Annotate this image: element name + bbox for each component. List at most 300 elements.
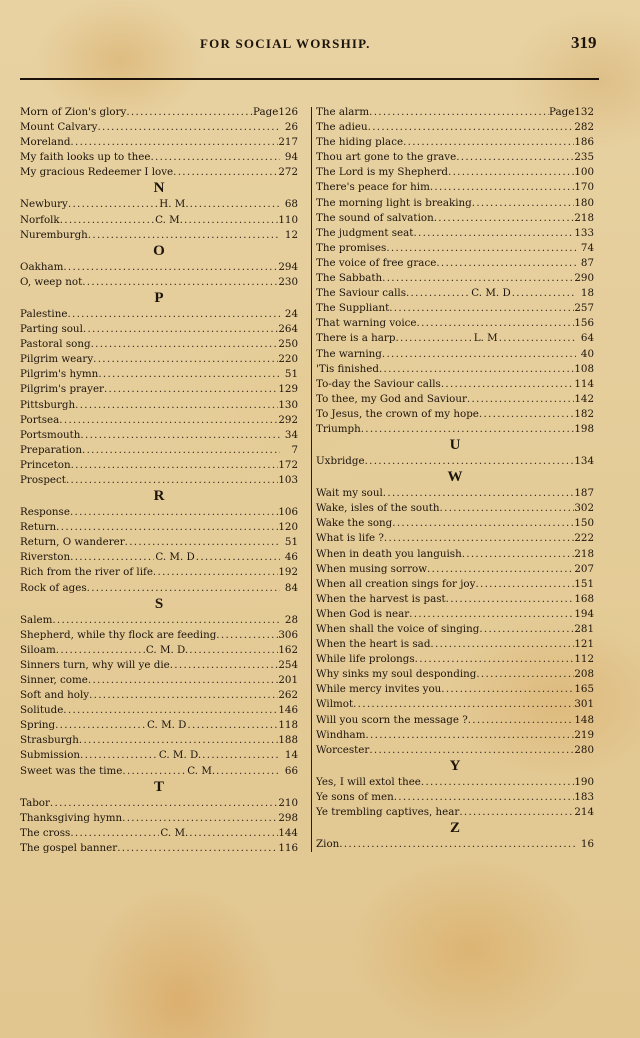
entry-page-number: 214 (574, 806, 594, 819)
dot-leader (436, 256, 576, 271)
entry-title: Zion (316, 838, 340, 851)
dot-leader (117, 841, 278, 856)
index-entry (316, 805, 594, 820)
index-column-right (316, 105, 594, 852)
dot-leader (189, 826, 278, 841)
entry-page-number: 257 (574, 302, 594, 315)
index-entry (316, 196, 594, 211)
index-entry (20, 443, 298, 458)
entry-page-number: 218 (574, 547, 594, 560)
letter-heading: N (153, 180, 165, 197)
entry-title: The judgment seat (316, 226, 414, 239)
entry-page-number: 28 (284, 613, 298, 626)
dot-leader (368, 120, 575, 135)
entry-title: Wake the song (316, 517, 393, 530)
dot-leader (479, 407, 574, 422)
dot-leader (98, 367, 280, 382)
entry-title: Strasburgh (20, 734, 79, 747)
entry-page-number: 110 (278, 213, 298, 226)
index-entry (316, 120, 594, 135)
entry-title: When musing sorrow (316, 562, 428, 575)
entry-title: When the harvest is past (316, 592, 446, 605)
entry-page-number: 103 (278, 473, 298, 486)
entry-title: Moreland (20, 136, 71, 149)
dot-leader (468, 713, 575, 728)
index-entry (316, 486, 594, 501)
entry-page-number: 186 (574, 136, 594, 149)
entry-title: Uxbridge (316, 455, 365, 468)
entry-page-number: 121 (574, 638, 594, 651)
index-entry (316, 790, 594, 805)
entry-page-number: 51 (284, 536, 298, 549)
dot-leader (52, 613, 280, 628)
entry-page-number: 235 (574, 151, 594, 164)
entry-page-number: 24 (284, 307, 298, 320)
dot-leader (189, 643, 278, 658)
entry-page-number: 66 (284, 764, 298, 777)
entry-page-number: 120 (278, 521, 298, 534)
entry-meter: C. M. (187, 764, 216, 777)
index-entry (20, 628, 298, 643)
entry-meter: C. M. (160, 826, 189, 839)
dot-leader (365, 728, 574, 743)
index-entry (20, 105, 298, 120)
index-entry (316, 150, 594, 165)
entry-page-number: 208 (574, 668, 594, 681)
index-entry (316, 682, 594, 697)
index-column-left (20, 105, 298, 856)
entry-page-number: 142 (574, 392, 594, 405)
index-entry (316, 547, 594, 562)
entry-title: Return, O wanderer (20, 536, 125, 549)
entry-page-number: 180 (574, 196, 594, 209)
entry-title: Mount Calvary (20, 121, 98, 134)
entry-page-number: 298 (278, 811, 298, 824)
page-number: 319 (571, 33, 597, 52)
entry-title: Sinners turn, why will ye die (20, 658, 170, 671)
dot-leader (382, 347, 576, 362)
index-entry (316, 531, 594, 546)
index-entry (316, 407, 594, 422)
dot-leader (395, 331, 472, 346)
dot-leader (87, 581, 280, 596)
index-entry (20, 565, 298, 580)
dot-leader (93, 352, 278, 367)
entry-page-number: 34 (284, 428, 298, 441)
entry-title: Oakham (20, 260, 64, 273)
dot-leader (430, 180, 574, 195)
index-entry (316, 775, 594, 790)
entry-title: My faith looks up to thee (20, 151, 151, 164)
entry-page-number: 12 (284, 228, 298, 241)
dot-leader (122, 811, 278, 826)
entry-page-number: 46 (284, 551, 298, 564)
entry-page-number: 84 (284, 581, 298, 594)
entry-page-number: 129 (278, 383, 298, 396)
entry-title: Princeton (20, 458, 71, 471)
dot-leader (150, 150, 280, 165)
dot-leader (153, 565, 278, 580)
index-entry (20, 458, 298, 473)
index-entry (316, 392, 594, 407)
entry-page-number: 230 (278, 275, 298, 288)
entry-page-number: 262 (278, 689, 298, 702)
entry-title: The Suppliant (316, 302, 390, 315)
dot-leader (369, 105, 549, 120)
column-divider (311, 107, 312, 852)
dot-leader (67, 307, 280, 322)
entry-title: Solitude (20, 704, 64, 717)
entry-title: 'Tis finished (316, 362, 379, 375)
entry-page-number: 146 (278, 704, 298, 717)
entry-page-number: 220 (278, 353, 298, 366)
entry-title: Ye trembling captives, hear (316, 806, 460, 819)
dot-leader (440, 501, 575, 516)
entry-page-number: 192 (278, 566, 298, 579)
dot-leader (70, 135, 278, 150)
entry-page-number: 280 (574, 743, 594, 756)
dot-leader (361, 422, 575, 437)
entry-title: The cross (20, 826, 71, 839)
dot-leader (499, 331, 576, 346)
dot-leader (82, 275, 278, 290)
entry-page-number: 219 (574, 728, 594, 741)
entry-page-number: 151 (574, 577, 594, 590)
entry-title: My gracious Redeemer I love (20, 166, 174, 179)
entry-title: The Lord is my Shepherd (316, 166, 449, 179)
dot-leader (187, 718, 278, 733)
entry-meter: C. M. D (471, 287, 511, 300)
entry-page-number: 294 (278, 260, 298, 273)
index-entry (316, 743, 594, 758)
index-entry (20, 718, 298, 733)
entry-meter: C. M. (155, 213, 183, 226)
dot-leader (88, 673, 278, 688)
index-entry (316, 516, 594, 531)
dot-leader (83, 322, 278, 337)
entry-title: Will you scorn the message ? (316, 713, 468, 726)
entry-page-number: 144 (278, 826, 298, 839)
entry-page-number: 16 (580, 838, 594, 851)
entry-title: While mercy invites you (316, 683, 442, 696)
entry-page-number: 188 (278, 734, 298, 747)
entry-page-number: 130 (278, 398, 298, 411)
running-title: FOR SOCIAL WORSHIP. (200, 36, 371, 51)
index-entry (20, 120, 298, 135)
index-entry (316, 713, 594, 728)
dot-leader (446, 592, 575, 607)
entry-title: Pastoral song (20, 338, 91, 351)
index-entry (20, 613, 298, 628)
dot-leader (63, 260, 278, 275)
dot-leader (56, 520, 278, 535)
index-entry (316, 256, 594, 271)
entry-page-number: 250 (278, 338, 298, 351)
letter-heading: S (154, 595, 164, 612)
page-prefix: Page (549, 106, 575, 118)
running-head (0, 33, 640, 56)
entry-title: The hiding place (316, 136, 404, 149)
entry-meter: C. M. D. (145, 643, 189, 656)
entry-title: Portsea (20, 413, 60, 426)
dot-leader (75, 398, 278, 413)
entry-page-number: 281 (574, 623, 594, 635)
dot-leader (383, 486, 575, 501)
entry-page-number: 7 (291, 443, 298, 456)
dot-leader (382, 271, 574, 286)
index-entry (20, 796, 298, 811)
entry-title: The morning light is breaking (316, 196, 472, 209)
entry-page-number: 100 (574, 166, 594, 179)
dot-leader (50, 796, 278, 811)
dot-leader (462, 547, 575, 562)
dot-leader (59, 413, 278, 428)
dot-leader (394, 790, 575, 805)
letter-heading: Y (449, 757, 461, 774)
index-entry (316, 637, 594, 652)
dot-leader (88, 228, 280, 243)
index-entry (316, 837, 594, 852)
dot-leader (196, 550, 280, 565)
entry-page-number: 182 (574, 407, 594, 420)
index-entry (20, 550, 298, 565)
dot-leader (80, 748, 158, 763)
dot-leader (70, 826, 159, 841)
entry-title: Rich from the river of life (20, 566, 153, 579)
entry-title: When the heart is sad (316, 638, 431, 651)
entry-page-number: 168 (574, 592, 594, 605)
index-entry (316, 377, 594, 392)
entry-title: When shall the voice of singing (316, 623, 480, 635)
entry-title: Pittsburgh (20, 398, 76, 411)
index-entry (20, 658, 298, 673)
entry-page-number: 162 (278, 643, 298, 656)
index-entry (20, 428, 298, 443)
entry-page-number: 194 (574, 607, 594, 620)
index-entry (20, 413, 298, 428)
entry-title: To Jesus, the crown of my hope (316, 407, 479, 420)
entry-title: When all creation sings for joy (316, 577, 476, 590)
entry-page-number: 187 (574, 487, 594, 500)
entry-meter: L. M (473, 332, 498, 345)
letter-heading: O (153, 242, 165, 259)
dot-leader (89, 688, 278, 703)
entry-page-number: 68 (284, 198, 298, 211)
dot-leader (434, 211, 575, 226)
index-entry (20, 228, 298, 243)
entry-page-number: 132 (574, 106, 594, 118)
index-entry (316, 562, 594, 577)
entry-meter: C. M. D (155, 551, 195, 564)
entry-page-number: 254 (278, 658, 298, 671)
dot-leader (512, 286, 576, 301)
entry-page-number: 183 (574, 790, 594, 803)
entry-title: O, weep not (20, 275, 83, 288)
entry-page-number: 106 (278, 506, 298, 519)
index-entry (316, 697, 594, 712)
entry-page-number: 116 (278, 841, 298, 854)
entry-page-number: 290 (574, 272, 594, 285)
index-entry (20, 505, 298, 520)
entry-page-number: 222 (574, 532, 594, 545)
dot-leader (427, 562, 574, 577)
dot-leader (60, 213, 154, 228)
entry-title: The adieu (316, 121, 368, 134)
dot-leader (71, 458, 279, 473)
entry-meter: H. M. (159, 198, 189, 211)
entry-title: Sweet was the time (20, 764, 123, 777)
dot-leader (415, 652, 575, 667)
dot-leader (339, 837, 576, 852)
entry-title: Palestine (20, 307, 68, 320)
dot-leader (173, 165, 278, 180)
index-entry (20, 275, 298, 290)
entry-page-number: 210 (278, 796, 298, 809)
entry-title: The gospel banner (20, 841, 118, 854)
page-prefix: Page (253, 106, 279, 118)
dot-leader (126, 105, 253, 120)
dot-leader (79, 733, 278, 748)
entry-page-number: 156 (574, 317, 594, 330)
dot-leader (82, 443, 280, 458)
entry-title: Riverston (20, 551, 71, 564)
entry-page-number: 118 (278, 719, 298, 732)
entry-title: While life prolongs (316, 653, 415, 666)
index-entry (316, 226, 594, 241)
dot-leader (430, 637, 574, 652)
dot-leader (459, 805, 574, 820)
entry-title: Norfolk (20, 213, 60, 226)
entry-title: Worcester (316, 743, 370, 756)
entry-title: Nuremburgh (20, 228, 88, 241)
dot-leader (456, 150, 574, 165)
entry-title: Pilgrim weary (20, 353, 94, 366)
entry-title: To thee, my God and Saviour (316, 392, 467, 405)
dot-leader (190, 197, 280, 212)
dot-leader (413, 226, 574, 241)
entry-title: Newbury (20, 198, 68, 211)
entry-title: Prospect (20, 473, 66, 486)
entry-title: Windham (316, 728, 366, 741)
index-entry (316, 165, 594, 180)
header-rule (20, 78, 599, 80)
dot-leader (379, 362, 574, 377)
index-entry (20, 135, 298, 150)
entry-title: Response (20, 506, 70, 519)
index-entry (20, 520, 298, 535)
entry-page-number: 134 (574, 455, 594, 468)
index-entry (316, 316, 594, 331)
entry-title: The Saviour calls (316, 287, 406, 300)
entry-title: There is a harp (316, 332, 396, 345)
letter-heading: W (447, 469, 463, 486)
index-entry (316, 667, 594, 682)
entry-title: Wake, isles of the south (316, 502, 440, 515)
index-entry (20, 398, 298, 413)
dot-leader (448, 165, 574, 180)
dot-leader (70, 505, 278, 520)
dot-leader (104, 382, 278, 397)
dot-leader (392, 516, 574, 531)
entry-title: Return (20, 521, 57, 534)
dot-leader (369, 743, 574, 758)
dot-leader (389, 301, 574, 316)
dot-leader (365, 454, 575, 469)
entry-title: Pilgrim's prayer (20, 383, 104, 396)
dot-leader (68, 197, 158, 212)
dot-leader (467, 392, 574, 407)
index-entry (316, 652, 594, 667)
index-entry (316, 501, 594, 516)
entry-title: When in death you languish (316, 547, 462, 560)
entry-page-number: 64 (580, 332, 594, 345)
index-entry (316, 331, 594, 346)
index-entry (316, 301, 594, 316)
entry-title: The promises (316, 241, 387, 254)
entry-page-number: 201 (278, 674, 298, 686)
entry-title: There's peace for him (316, 181, 430, 194)
entry-title: Salem (20, 613, 53, 626)
entry-page-number: 218 (574, 211, 594, 224)
dot-leader (216, 764, 280, 779)
index-entry (316, 286, 594, 301)
entry-page-number: 114 (574, 377, 594, 390)
index-entry (20, 307, 298, 322)
entry-page-number: 302 (574, 502, 594, 515)
dot-leader (441, 377, 575, 392)
entry-title: Wilmot (316, 698, 354, 711)
dot-leader (170, 658, 279, 673)
index-entry (316, 422, 594, 437)
entry-title: Sinner, come (20, 674, 88, 686)
index-entry (20, 748, 298, 763)
index-entry (20, 841, 298, 856)
entry-page-number: 207 (574, 562, 594, 575)
entry-page-number: 94 (284, 151, 298, 164)
entry-page-number: 108 (574, 362, 594, 375)
letter-heading: T (153, 778, 164, 795)
entry-title: Why sinks my soul desponding (316, 668, 477, 681)
entry-title: Triumph (316, 422, 361, 435)
dot-leader (476, 667, 574, 682)
entry-title: Thanksgiving hymn (20, 811, 123, 824)
entry-page-number: 306 (278, 628, 298, 641)
entry-title: Parting soul (20, 323, 83, 336)
index-entry (316, 135, 594, 150)
index-entry (316, 271, 594, 286)
dot-leader (406, 286, 470, 301)
dot-leader (472, 196, 575, 211)
index-entry (20, 165, 298, 180)
entry-page-number: 170 (574, 181, 594, 194)
entry-title: Soft and holy (20, 689, 90, 702)
entry-title: The warning (316, 347, 382, 360)
entry-title: Yes, I will extol thee (316, 775, 421, 788)
entry-title: Spring (20, 719, 56, 732)
dot-leader (184, 213, 278, 228)
entry-title: The Sabbath (316, 272, 383, 285)
dot-leader (125, 535, 280, 550)
letter-heading: U (449, 437, 461, 454)
entry-title: The sound of salvation (316, 211, 434, 224)
index-entry (316, 607, 594, 622)
entry-page-number: 292 (278, 413, 298, 426)
dot-leader (202, 748, 280, 763)
entry-page-number: 148 (574, 713, 594, 726)
index-entry (20, 473, 298, 488)
entry-page-number: 150 (574, 517, 594, 530)
entry-title: That warning voice (316, 317, 417, 330)
